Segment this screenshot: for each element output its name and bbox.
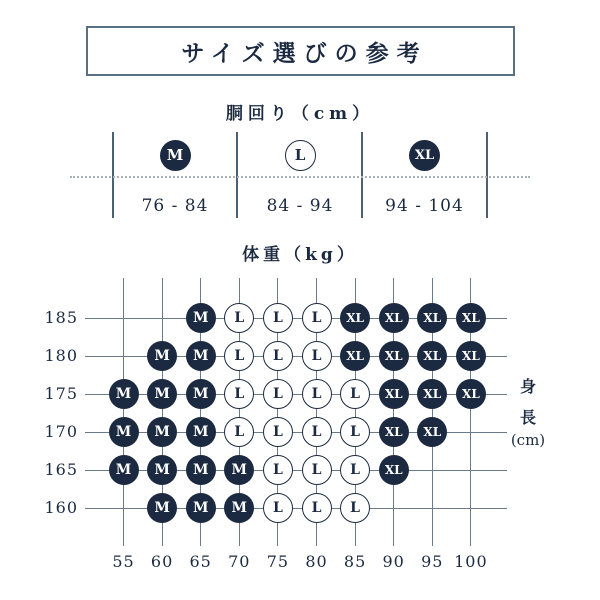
size-badge-l: L — [224, 379, 254, 409]
size-badge-m: M — [147, 417, 177, 447]
size-badge-xl: XL — [456, 341, 486, 371]
weight-tick-label: 90 — [382, 552, 405, 571]
size-badge-xl: XL — [456, 379, 486, 409]
size-badge-l: L — [224, 303, 254, 333]
waist-size-badge-l: L — [285, 140, 316, 171]
size-badge-l: L — [263, 455, 293, 485]
size-badge-m: M — [186, 493, 216, 523]
weight-tick-label: 75 — [266, 552, 290, 571]
size-badge-l: L — [340, 493, 370, 523]
size-badge-xl: XL — [340, 303, 370, 333]
size-badge-xl: XL — [379, 455, 409, 485]
weight-tick-label: 80 — [305, 552, 328, 571]
size-badge-m: M — [109, 379, 139, 409]
size-badge-m: M — [147, 493, 177, 523]
size-badge-xl: XL — [417, 303, 447, 333]
weight-tick-label: 70 — [228, 552, 251, 571]
size-badge-l: L — [263, 493, 293, 523]
height-tick-label: 170 — [44, 422, 78, 441]
size-badge-m: M — [224, 455, 254, 485]
size-badge-l: L — [224, 417, 254, 447]
size-badge-xl: XL — [379, 417, 409, 447]
size-badge-l: L — [263, 417, 293, 447]
size-badge-l: L — [340, 379, 370, 409]
height-axis-kanji-2: 長 — [519, 408, 536, 427]
size-badge-xl: XL — [379, 303, 409, 333]
size-badge-l: L — [302, 341, 332, 371]
size-badge-xl: XL — [417, 341, 447, 371]
weight-tick-label: 60 — [150, 552, 174, 571]
size-badge-m: M — [186, 455, 216, 485]
size-badge-m: M — [186, 341, 216, 371]
page-title: サイズ選びの参考 — [181, 39, 428, 67]
height-tick-label: 175 — [44, 384, 78, 403]
weight-tick-label: 95 — [421, 552, 444, 571]
height-tick-label: 185 — [44, 308, 78, 327]
size-badge-xl: XL — [456, 303, 486, 333]
size-badge-m: M — [186, 379, 216, 409]
waist-size-badge-xl: XL — [409, 140, 440, 171]
size-badge-m: M — [147, 455, 177, 485]
size-badge-xl: XL — [340, 341, 370, 371]
size-badge-l: L — [302, 455, 332, 485]
height-tick-label: 160 — [44, 498, 78, 517]
size-badge-l: L — [224, 341, 254, 371]
size-badge-m: M — [186, 303, 216, 333]
waist-section-heading: 胴回り（cm） — [225, 104, 375, 124]
size-badge-m: M — [186, 417, 216, 447]
size-badge-l: L — [263, 303, 293, 333]
height-tick-label: 165 — [44, 460, 78, 479]
size-badge-xl: XL — [379, 341, 409, 371]
waist-range-xl: 94 - 104 — [385, 196, 464, 216]
weight-section-heading: 体重（kg） — [242, 245, 358, 265]
size-badge-l: L — [302, 303, 332, 333]
waist-range-m: 76 - 84 — [141, 196, 209, 216]
size-badge-l: L — [340, 417, 370, 447]
size-badge-m: M — [224, 493, 254, 523]
waist-range-l: 84 - 94 — [266, 196, 334, 216]
waist-size-badge-m: M — [160, 140, 191, 171]
size-badge-xl: XL — [417, 417, 447, 447]
weight-tick-label: 85 — [343, 552, 367, 571]
size-badge-l: L — [302, 493, 332, 523]
height-axis-unit: (cm) — [510, 431, 546, 449]
size-badge-xl: XL — [379, 379, 409, 409]
weight-tick-label: 100 — [454, 552, 488, 571]
height-tick-label: 180 — [44, 346, 78, 365]
size-badge-m: M — [109, 417, 139, 447]
size-badge-l: L — [263, 379, 293, 409]
size-badge-m: M — [147, 341, 177, 371]
size-badge-xl: XL — [417, 379, 447, 409]
size-badge-m: M — [147, 379, 177, 409]
size-badge-l: L — [263, 341, 293, 371]
size-badge-m: M — [109, 455, 139, 485]
weight-tick-label: 65 — [189, 552, 212, 571]
size-badge-l: L — [302, 379, 332, 409]
weight-tick-label: 55 — [112, 552, 135, 571]
height-axis-kanji-1: 身 — [519, 377, 536, 396]
size-badge-l: L — [302, 417, 332, 447]
size-badge-l: L — [340, 455, 370, 485]
